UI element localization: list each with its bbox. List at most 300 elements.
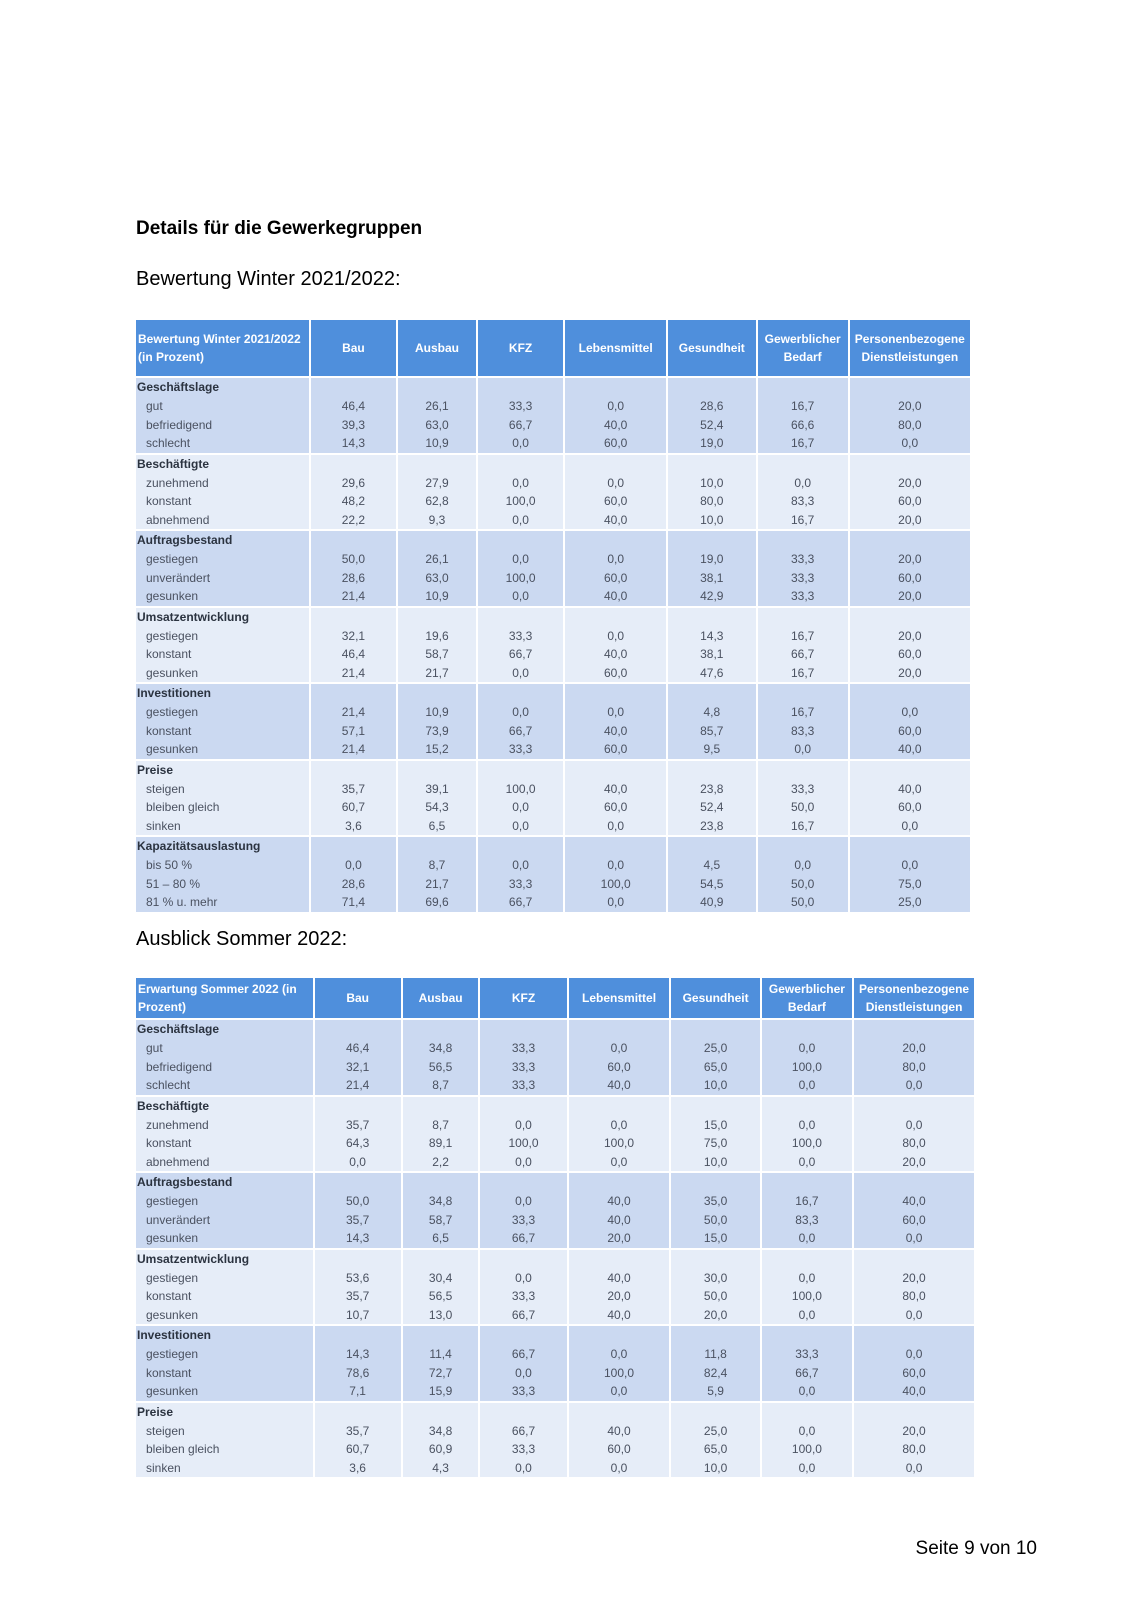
row-label: 51 – 80 % <box>146 876 201 891</box>
row-label: bis 50 % <box>146 858 193 872</box>
value-cell <box>758 837 848 912</box>
cell-value: 60,0 <box>898 647 922 661</box>
row-label: konstant <box>146 647 192 661</box>
value-cell <box>762 1020 852 1095</box>
cell-value: 80,0 <box>902 1136 926 1150</box>
cell-value: 0,0 <box>512 436 529 450</box>
spacer <box>478 761 564 780</box>
row-label: unverändert <box>146 570 211 585</box>
value-cell <box>671 1403 759 1478</box>
cell-value: 0,0 <box>901 705 919 719</box>
row-label: gesunken <box>146 1307 199 1322</box>
cell-value: 25,0 <box>703 1423 728 1438</box>
value-cell <box>668 608 756 683</box>
cell-value: 60,0 <box>898 723 922 738</box>
cell-value: 50,0 <box>703 1212 728 1227</box>
cell-value: 4,5 <box>703 858 721 872</box>
cell-value: 9,3 <box>428 512 446 527</box>
cell-value: 33,3 <box>511 1384 536 1398</box>
value-cell <box>311 684 397 759</box>
cell-value: 29,6 <box>341 475 366 490</box>
cell-value: 100,0 <box>505 570 536 585</box>
cell-value: 11,4 <box>429 1347 452 1361</box>
group-title: Geschäftslage <box>137 380 220 394</box>
spacer <box>565 761 665 780</box>
value-cell <box>850 837 970 912</box>
spacer <box>762 1097 852 1116</box>
cell-value: 62,8 <box>425 494 449 508</box>
value-cell <box>758 761 848 836</box>
value-cell <box>565 837 665 912</box>
cell-value: 40,0 <box>603 589 628 603</box>
cell-value: 33,3 <box>790 552 815 566</box>
spacer <box>480 1173 566 1192</box>
group-title: Umsatzentwicklung <box>137 609 250 624</box>
cell-value: 46,4 <box>345 1041 370 1055</box>
cell-value: 10,0 <box>703 1460 728 1475</box>
cell-value: 16,7 <box>790 512 815 527</box>
spacer <box>758 761 848 780</box>
group-label-cell <box>136 761 309 836</box>
spacer <box>398 378 475 397</box>
cell-value: 21,4 <box>341 705 366 719</box>
section-title-summer: Ausblick Sommer 2022: <box>136 928 348 950</box>
cell-value: 40,0 <box>898 781 922 796</box>
column-header: Gewerblicher Bedarf <box>758 320 848 376</box>
value-cell <box>762 1250 852 1325</box>
cell-value: 33,3 <box>508 742 533 756</box>
cell-value: 66,7 <box>790 647 815 661</box>
cell-value: 50,0 <box>345 1194 370 1208</box>
group-title: Investitionen <box>137 1328 212 1342</box>
cell-value: 46,4 <box>341 399 366 413</box>
value-cell <box>311 837 397 912</box>
cell-value: 100,0 <box>791 1442 822 1456</box>
spacer <box>480 1020 566 1039</box>
group-label-cell <box>136 1020 313 1095</box>
group-title: Auftragsbestand <box>137 533 233 547</box>
cell-value: 100,0 <box>505 781 536 796</box>
cell-value: 0,0 <box>607 628 624 643</box>
cell-value: 35,7 <box>341 781 366 796</box>
spacer <box>569 1250 670 1269</box>
value-cell <box>854 1097 974 1172</box>
row-label: 81 % u. mehr <box>146 895 218 909</box>
cell-value: 16,7 <box>790 665 815 680</box>
cell-value: 32,1 <box>341 628 366 643</box>
row-label: konstant <box>146 494 192 508</box>
column-header: Lebensmittel <box>565 320 665 376</box>
cell-value: 50,0 <box>341 552 366 566</box>
spacer <box>854 1097 974 1116</box>
row-label: zunehmend <box>146 475 209 490</box>
cell-value: 58,7 <box>428 1212 453 1227</box>
cell-value: 20,0 <box>898 512 922 527</box>
value-cell <box>569 1097 670 1172</box>
value-cell <box>315 1250 401 1325</box>
cell-value: 0,0 <box>905 1231 923 1245</box>
value-cell <box>850 608 970 683</box>
cell-value: 100,0 <box>508 1136 539 1150</box>
spacer <box>671 1250 759 1269</box>
cell-value: 100,0 <box>604 1136 635 1150</box>
value-cell <box>668 378 756 453</box>
value-cell <box>478 837 564 912</box>
cell-value: 85,7 <box>700 723 724 738</box>
cell-value: 71,4 <box>341 895 366 909</box>
spacer <box>854 1173 974 1192</box>
cell-value: 23,8 <box>700 781 724 796</box>
group-title: Preise <box>137 762 174 777</box>
cell-value: 26,1 <box>425 552 449 566</box>
cell-value: 54,3 <box>425 800 449 814</box>
cell-value: 0,0 <box>610 1460 628 1475</box>
value-cell <box>762 1173 852 1248</box>
table-group <box>136 1250 974 1325</box>
spacer <box>311 837 397 856</box>
table-group <box>136 837 970 912</box>
spacer <box>311 455 397 474</box>
cell-value: 34,8 <box>428 1194 453 1208</box>
spacer <box>315 1403 401 1422</box>
group-title: Investitionen <box>137 686 212 700</box>
row-label: schlecht <box>146 436 191 450</box>
value-cell <box>758 608 848 683</box>
spacer <box>569 1173 670 1192</box>
cell-value: 16,7 <box>790 399 815 413</box>
spacer <box>762 1326 852 1345</box>
spacer <box>480 1403 566 1422</box>
value-cell <box>671 1097 759 1172</box>
value-cell <box>668 684 756 759</box>
value-cell <box>398 531 475 606</box>
value-cell <box>565 684 665 759</box>
group-title: Preise <box>137 1404 174 1419</box>
spacer <box>478 684 564 703</box>
cell-value: 40,0 <box>603 512 628 527</box>
value-cell <box>668 761 756 836</box>
spacer <box>315 1326 401 1345</box>
value-cell <box>569 1020 670 1095</box>
column-header: Bau <box>311 320 397 376</box>
cell-value: 27,9 <box>425 475 449 490</box>
spacer <box>758 455 848 474</box>
group-label-cell <box>136 531 309 606</box>
cell-value: 39,3 <box>341 417 366 432</box>
row-label: konstant <box>146 1289 192 1303</box>
cell-value: 0,0 <box>512 665 529 680</box>
cell-value: 0,0 <box>905 1117 923 1132</box>
cell-value: 10,9 <box>425 589 449 603</box>
spacer <box>758 531 848 550</box>
spacer <box>762 1173 852 1192</box>
cell-value: 66,7 <box>511 1347 536 1361</box>
cell-value: 10,0 <box>703 1078 728 1092</box>
cell-value: 83,3 <box>795 1212 819 1227</box>
cell-value: 89,1 <box>428 1136 453 1150</box>
row-label: unverändert <box>146 1212 211 1227</box>
cell-value: 38,1 <box>700 647 724 661</box>
spacer <box>480 1097 566 1116</box>
cell-value: 57,1 <box>341 723 366 738</box>
value-cell <box>398 378 475 453</box>
cell-value: 100,0 <box>791 1289 822 1303</box>
cell-value: 21,7 <box>425 665 449 680</box>
cell-value: 0,0 <box>512 800 529 814</box>
table-header <box>136 320 970 376</box>
cell-value: 0,0 <box>512 858 529 872</box>
table-group <box>136 1403 974 1478</box>
cell-value: 66,7 <box>511 1231 536 1245</box>
spacer <box>668 837 756 856</box>
table-group <box>136 1097 974 1172</box>
cell-value: 73,9 <box>425 723 449 738</box>
spacer <box>398 684 475 703</box>
cell-value: 0,0 <box>794 475 812 490</box>
cell-value: 60,0 <box>898 494 922 508</box>
cell-value: 0,0 <box>512 475 529 490</box>
value-cell <box>403 1020 479 1095</box>
cell-value: 0,0 <box>905 1460 923 1475</box>
cell-value: 0,0 <box>610 1117 628 1132</box>
group-title: Geschäftslage <box>137 1022 220 1036</box>
cell-value: 66,6 <box>790 417 815 432</box>
table-header <box>136 978 974 1018</box>
row-label: gesunken <box>146 665 199 680</box>
cell-value: 63,0 <box>425 570 449 585</box>
cell-value: 35,7 <box>345 1212 370 1227</box>
cell-value: 8,7 <box>428 858 446 872</box>
value-cell <box>480 1173 566 1248</box>
value-cell <box>311 761 397 836</box>
column-header: Personenbezogene Dienstleistungen <box>854 978 974 1018</box>
cell-value: 14,3 <box>700 628 724 643</box>
cell-value: 33,3 <box>511 1442 536 1456</box>
row-label: gesunken <box>146 1231 199 1245</box>
row-label: gestiegen <box>146 705 199 719</box>
header-row <box>136 978 974 1018</box>
row-label: sinken <box>146 1460 181 1475</box>
cell-value: 0,0 <box>515 1270 532 1285</box>
cell-value: 20,0 <box>902 1041 926 1055</box>
cell-value: 40,0 <box>607 1423 631 1438</box>
cell-value: 60,0 <box>902 1212 926 1227</box>
cell-value: 60,0 <box>902 1365 926 1380</box>
row-label: gut <box>146 1041 163 1055</box>
cell-value: 30,4 <box>428 1270 453 1285</box>
column-header: Personenbezogene Dienstleistungen <box>850 320 970 376</box>
cell-value: 66,7 <box>508 895 533 909</box>
group-label-cell <box>136 684 309 759</box>
value-cell <box>569 1173 670 1248</box>
row-label: zunehmend <box>146 1117 209 1132</box>
cell-value: 54,5 <box>700 876 724 891</box>
spacer <box>668 378 756 397</box>
cell-value: 2,2 <box>432 1154 449 1169</box>
cell-value: 60,0 <box>603 800 628 814</box>
spacer <box>850 531 970 550</box>
row-label: gestiegen <box>146 1194 199 1208</box>
spacer <box>762 1250 852 1269</box>
cell-value: 14,3 <box>345 1347 370 1361</box>
cell-value: 10,0 <box>703 1154 728 1169</box>
cell-value: 52,4 <box>700 800 724 814</box>
cell-value: 58,7 <box>425 647 449 661</box>
spacer <box>565 378 665 397</box>
cell-value: 16,7 <box>790 705 815 719</box>
cell-value: 40,0 <box>607 1307 631 1322</box>
cell-value: 0,0 <box>345 858 362 872</box>
spacer <box>762 1403 852 1422</box>
value-cell <box>311 531 397 606</box>
spacer <box>403 1020 479 1039</box>
spacer <box>668 608 756 627</box>
cell-value: 6,5 <box>428 818 446 833</box>
column-header: Gesundheit <box>671 978 759 1018</box>
cell-value: 30,0 <box>703 1270 728 1285</box>
cell-value: 21,4 <box>341 665 366 680</box>
row-label: gestiegen <box>146 1347 199 1361</box>
cell-value: 0,0 <box>798 1384 816 1398</box>
cell-value: 60,7 <box>341 800 366 814</box>
cell-value: 40,0 <box>902 1194 926 1208</box>
spacer <box>311 531 397 550</box>
cell-value: 39,1 <box>425 781 449 796</box>
value-cell <box>403 1173 479 1248</box>
cell-value: 52,4 <box>700 417 724 432</box>
cell-value: 60,0 <box>603 570 628 585</box>
cell-value: 14,3 <box>345 1231 370 1245</box>
cell-value: 15,2 <box>425 742 449 756</box>
cell-value: 20,0 <box>898 628 922 643</box>
group-label-cell <box>136 1250 313 1325</box>
cell-value: 0,0 <box>901 858 919 872</box>
cell-value: 10,0 <box>700 512 724 527</box>
spacer <box>671 1173 759 1192</box>
cell-value: 0,0 <box>901 436 919 450</box>
spacer <box>315 1020 401 1039</box>
cell-value: 33,3 <box>790 589 815 603</box>
cell-value: 48,2 <box>341 494 366 508</box>
spacer <box>565 837 665 856</box>
value-cell <box>398 455 475 530</box>
spacer <box>478 455 564 474</box>
cell-value: 9,5 <box>703 742 721 756</box>
value-cell <box>668 455 756 530</box>
spacer <box>480 1326 566 1345</box>
value-cell <box>569 1403 670 1478</box>
cell-value: 56,5 <box>428 1289 453 1303</box>
group-label-cell <box>136 1326 313 1401</box>
group-label-cell <box>136 1097 313 1172</box>
spacer <box>758 378 848 397</box>
spacer <box>569 1326 670 1345</box>
column-header: Lebensmittel <box>569 978 670 1018</box>
table-winter-2021-2022 <box>134 318 972 914</box>
cell-value: 3,6 <box>349 1460 366 1475</box>
cell-value: 33,3 <box>508 876 533 891</box>
value-cell <box>398 761 475 836</box>
cell-value: 20,0 <box>898 665 922 680</box>
value-cell <box>569 1326 670 1401</box>
cell-value: 42,9 <box>700 589 724 603</box>
spacer <box>668 684 756 703</box>
spacer <box>762 1020 852 1039</box>
row-label: gesunken <box>146 742 199 756</box>
spacer <box>565 531 665 550</box>
value-cell <box>762 1097 852 1172</box>
spacer <box>850 455 970 474</box>
cell-value: 0,0 <box>515 1365 532 1380</box>
spacer <box>311 761 397 780</box>
cell-value: 100,0 <box>604 1365 635 1380</box>
cell-value: 13,0 <box>428 1307 453 1322</box>
spacer <box>758 837 848 856</box>
cell-value: 8,7 <box>432 1117 449 1132</box>
cell-value: 26,1 <box>425 399 449 413</box>
row-label: konstant <box>146 723 192 738</box>
value-cell <box>403 1097 479 1172</box>
cell-value: 0,0 <box>512 589 529 603</box>
cell-value: 66,7 <box>508 723 533 738</box>
value-cell <box>478 531 564 606</box>
spacer <box>569 1020 670 1039</box>
spacer <box>668 531 756 550</box>
table-body <box>136 378 970 912</box>
spacer <box>478 531 564 550</box>
cell-value: 20,0 <box>898 589 922 603</box>
cell-value: 16,7 <box>790 818 815 833</box>
cell-value: 100,0 <box>505 494 536 508</box>
cell-value: 33,3 <box>508 399 533 413</box>
header-title: Bewertung Winter 2021/2022 (in Prozent) <box>136 320 309 376</box>
row-label: gesunken <box>146 1384 199 1398</box>
cell-value: 20,0 <box>898 552 922 566</box>
cell-value: 50,0 <box>790 800 815 814</box>
spacer <box>311 608 397 627</box>
cell-value: 0,0 <box>905 1078 923 1092</box>
table-group <box>136 761 970 836</box>
value-cell <box>854 1020 974 1095</box>
spacer <box>478 837 564 856</box>
cell-value: 20,0 <box>607 1231 631 1245</box>
cell-value: 80,0 <box>902 1289 926 1303</box>
value-cell <box>480 1403 566 1478</box>
value-cell <box>758 684 848 759</box>
spacer <box>315 1250 401 1269</box>
spacer <box>403 1173 479 1192</box>
spacer <box>398 837 475 856</box>
cell-value: 60,9 <box>428 1442 453 1456</box>
cell-value: 60,0 <box>603 436 628 450</box>
value-cell <box>398 608 475 683</box>
cell-value: 20,0 <box>902 1154 926 1169</box>
group-label-cell <box>136 837 309 912</box>
table-summer-2022 <box>134 976 976 1479</box>
value-cell <box>762 1403 852 1478</box>
value-cell <box>850 455 970 530</box>
cell-value: 16,7 <box>790 436 815 450</box>
cell-value: 64,3 <box>345 1136 370 1150</box>
value-cell <box>565 761 665 836</box>
row-label: konstant <box>146 1136 192 1150</box>
table-group <box>136 531 970 606</box>
row-label: gut <box>146 399 163 413</box>
cell-value: 0,0 <box>515 1117 532 1132</box>
cell-value: 60,0 <box>607 1442 631 1456</box>
cell-value: 20,0 <box>902 1423 926 1438</box>
cell-value: 66,7 <box>508 647 533 661</box>
